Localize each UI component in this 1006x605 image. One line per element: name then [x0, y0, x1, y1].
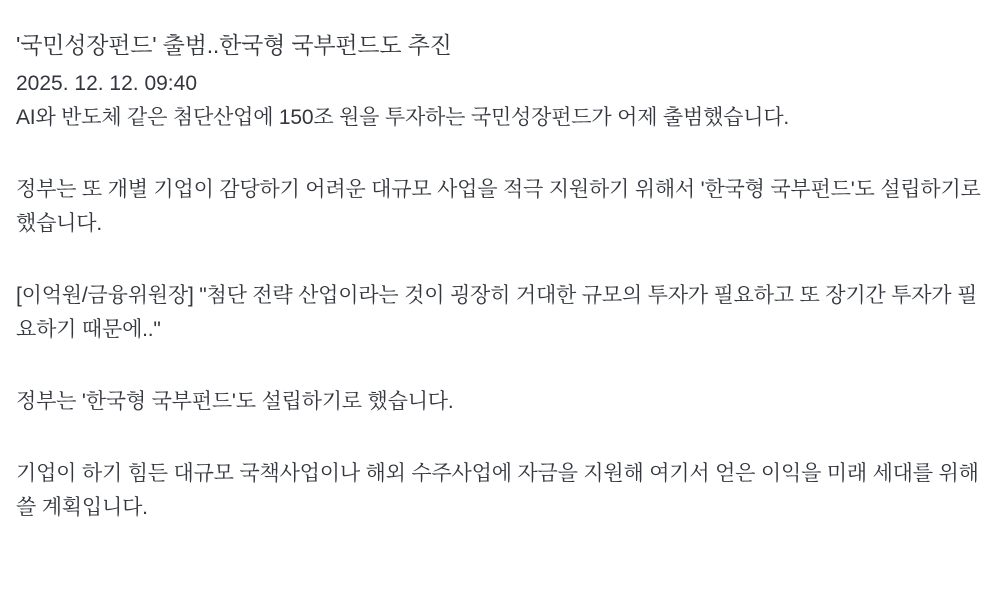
article-paragraph: AI와 반도체 같은 첨단산업에 150조 원을 투자하는 국민성장펀드가 어제 출범했습니다.	[16, 106, 790, 129]
article-paragraph: 정부는 '한국형 국부펀드'도 설립하기로 했습니다.	[16, 390, 454, 413]
article-title: '국민성장펀드' 출범..한국형 국부펀드도 추진	[16, 32, 452, 58]
article-paragraph: 기업이 하기 힘든 대규모 국책사업이나 해외 수주사업에 자금을 지원해 여기서 얻은 이익을 미래 세대를 위해 쓸 계획입니다.	[16, 462, 979, 519]
article-datetime: 2025. 12. 12. 09:40	[16, 72, 197, 95]
article-body	[16, 101, 992, 525]
article-paragraph: 정부는 또 개별 기업이 감당하기 어려운 대규모 사업을 적극 지원하기 위해서 '한국형 국부펀드'도 설립하기로 했습니다.	[16, 178, 981, 235]
article-paragraph-quote: [이억원/금융위원장] "첨단 전략 산업이라는 것이 굉장히 거대한 규모의 투자가 필요하고 또 장기간 투자가 필요하기 때문에.."	[16, 284, 978, 341]
